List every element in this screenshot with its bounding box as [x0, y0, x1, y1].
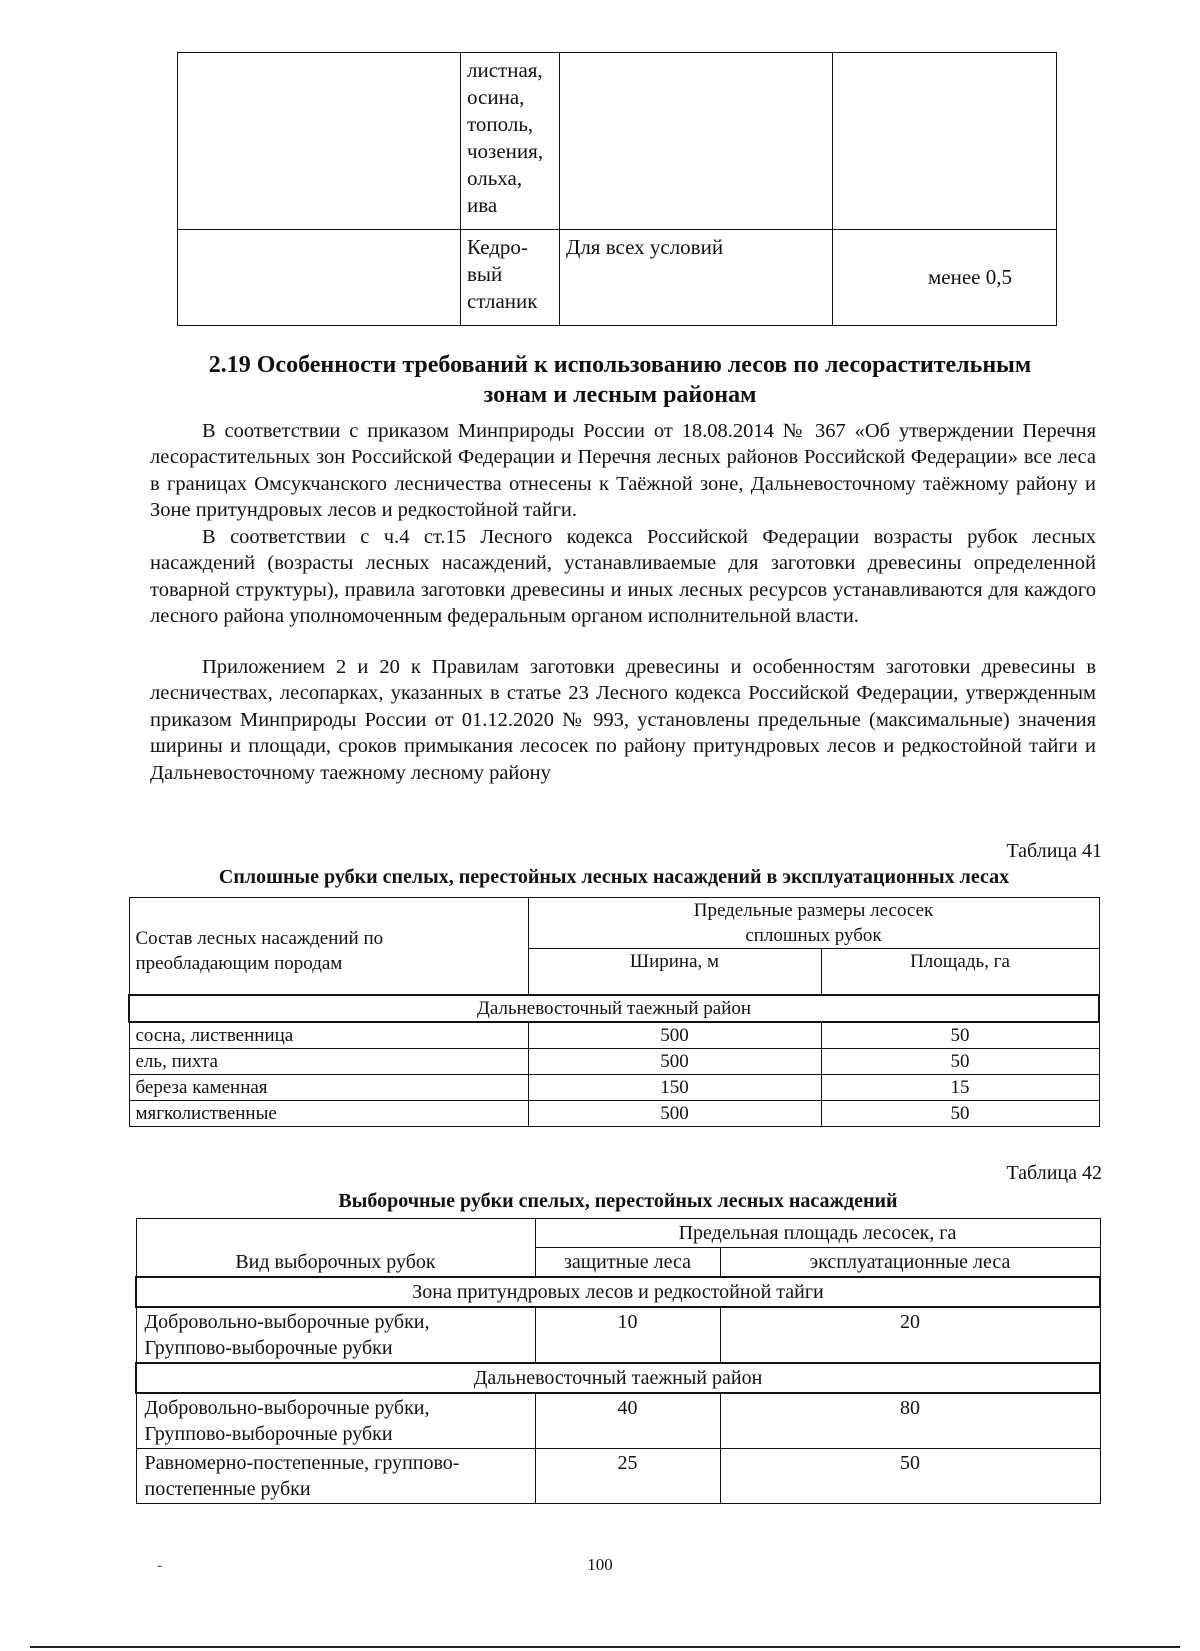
- column-header-species: Состав лесных насаждений по преобладающим породам: [135, 927, 384, 974]
- conditions-cell: Для всех условий: [560, 230, 833, 326]
- value-text: менее 0,5: [928, 265, 1012, 289]
- species-line: Кедро-: [467, 235, 528, 259]
- table-row-area: 50: [821, 1022, 1099, 1049]
- table-row-width: 150: [528, 1074, 821, 1100]
- table-row-protective: 10: [535, 1307, 720, 1363]
- page-number: 100: [587, 1555, 613, 1574]
- table-42-title: Выборочные рубки спелых, перестойных лесных насаждений: [338, 1190, 898, 1212]
- row-name-line: постепенные рубки: [144, 1478, 311, 1500]
- zone-row: Зона притундровых лесов и редкостойной тайги: [136, 1277, 1100, 1307]
- species-cell: [461, 230, 560, 326]
- column-header-group-line1: Предельные размеры лесосек: [693, 900, 934, 921]
- species-cell: [461, 53, 560, 230]
- paragraph-3-text: Приложением 2 и 20 к Правилам заготовки древесины и особенностям заготовки древесины в лесничествах, лесопарках, указанных в статье 23 Лесного кодекса Российской Федерации, утвержденным приказом Минприроды России от 01.12.2020 № 993, установлены предельные (максимальные) значения ширины и площади, сроков примыкания лесосек по району притундровых лесов и редкостойной тайги и Дальневосточному таежному лесному району: [150, 656, 1096, 784]
- table-row-area: 50: [821, 1100, 1099, 1126]
- row-name-line: Равномерно-постепенные, группово-: [144, 1452, 460, 1474]
- row-name-line: Добровольно-выборочные рубки,: [144, 1397, 430, 1419]
- paragraph-3: [150, 654, 1096, 786]
- value-cell: [833, 230, 1057, 326]
- species-line: осина,: [467, 85, 525, 109]
- row-name-line: Группово-выборочные рубки: [144, 1423, 393, 1445]
- column-header-protective: защитные леса: [535, 1248, 720, 1278]
- species-line: ива: [467, 193, 498, 217]
- table-row-name: [136, 1393, 535, 1449]
- table-row-name: [136, 1449, 535, 1504]
- region-row: Дальневосточный таежный район: [129, 995, 1099, 1022]
- column-header-exploit: эксплуатационные леса: [720, 1248, 1100, 1278]
- table-row-protective: 25: [535, 1449, 720, 1504]
- table-row-width: 500: [528, 1022, 821, 1049]
- table-row-protective: 40: [535, 1393, 720, 1449]
- table-row-area: 50: [821, 1048, 1099, 1074]
- species-line: ольха,: [467, 166, 523, 190]
- table-41: [128, 897, 1100, 1127]
- scan-mark: -: [157, 1557, 163, 1574]
- species-line: вый: [467, 262, 503, 286]
- table-row-width: 500: [528, 1048, 821, 1074]
- table-cell-empty: [178, 53, 461, 230]
- row-name-line: Добровольно-выборочные рубки,: [144, 1311, 430, 1333]
- section-title-line1: 2.19 Особенности требований к использованию лесов по лесорастительным: [208, 352, 1032, 378]
- section-title-line2: зонам и лесным районам: [483, 382, 757, 408]
- column-header-type: Вид выборочных рубок: [136, 1219, 535, 1278]
- table-row-name: [136, 1307, 535, 1363]
- table-row-name: мягколиственные: [129, 1100, 528, 1126]
- species-line: чозения,: [467, 139, 544, 163]
- column-header-group: [528, 898, 1099, 949]
- table-cell-empty: [833, 53, 1057, 230]
- paragraph-2: [150, 524, 1096, 630]
- section-title: [150, 350, 1090, 410]
- table-row-exploit: 80: [720, 1393, 1100, 1449]
- continuation-table: [177, 52, 1057, 326]
- table-42-caption: Таблица 42: [1006, 1162, 1102, 1184]
- column-header-group-line2: сплошных рубок: [745, 925, 882, 946]
- paragraph-2-text: В соответствии с ч.4 ст.15 Лесного кодекса Российской Федерации возрасты рубок лесных насаждений (возрасты лесных насаждений, устанавливаемые для заготовки древесины определенной товарной структуры), правила заготовки древесины и иных лесных ресурсов устанавливаются для каждого лесного района уполномоченным федеральным органом исполнительной власти.: [150, 526, 1096, 628]
- column-header-area: Площадь, га: [821, 949, 1099, 995]
- table-42: [135, 1218, 1101, 1504]
- table-row-name: ель, пихта: [129, 1048, 528, 1074]
- paragraph-1: [150, 418, 1096, 524]
- table-row-name: сосна, лиственница: [129, 1022, 528, 1049]
- zone-row: Дальневосточный таежный район: [136, 1363, 1100, 1393]
- table-row-exploit: 50: [720, 1449, 1100, 1504]
- bottom-rule: [30, 1646, 1180, 1648]
- column-header-width: Ширина, м: [528, 949, 821, 995]
- column-header-group: Предельная площадь лесосек, га: [535, 1219, 1100, 1248]
- table-cell-empty: [560, 53, 833, 230]
- table-row-area: 15: [821, 1074, 1099, 1100]
- column-header: [129, 898, 528, 995]
- species-line: стланик: [467, 289, 538, 313]
- table-row-name: береза каменная: [129, 1074, 528, 1100]
- paragraph-1-text: В соответствии с приказом Минприроды России от 18.08.2014 № 367 «Об утверждении Перечня лесорастительных зон Российской Федерации и Перечня лесных районов Российской Федерации» все леса в границах Омсукчанского лесничества отнесены к Таёжной зоне, Дальневосточному таёжному району и Зоне притундровых лесов и редкостойной тайги.: [150, 420, 1096, 522]
- table-41-caption: Таблица 41: [1006, 840, 1102, 862]
- species-line: тополь,: [467, 112, 534, 136]
- table-41-title: Сплошные рубки спелых, перестойных лесных насаждений в эксплуатационных лесах: [218, 866, 1010, 888]
- species-line: листная,: [467, 58, 543, 82]
- table-row-exploit: 20: [720, 1307, 1100, 1363]
- table-row-width: 500: [528, 1100, 821, 1126]
- table-cell-empty: [178, 230, 461, 326]
- row-name-line: Группово-выборочные рубки: [144, 1337, 393, 1359]
